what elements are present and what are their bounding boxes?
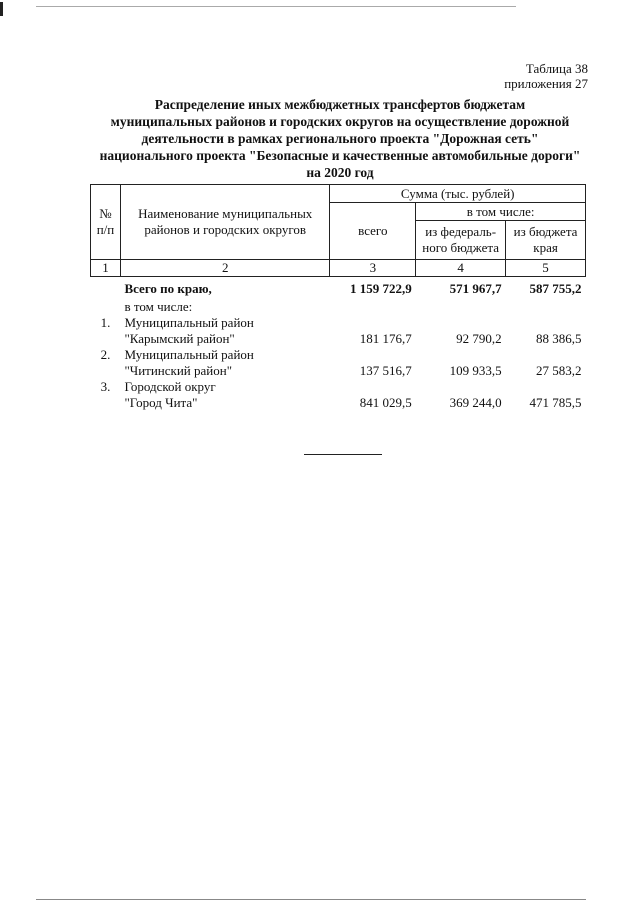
municipality-type: Городской округ (124, 378, 216, 394)
row-federal: 92 790,2 (456, 330, 502, 346)
total-label: Всего по краю, (124, 281, 212, 296)
total-federal: 571 967,7 (449, 281, 502, 296)
end-of-table-rule (304, 454, 382, 455)
column-number: 3 (330, 260, 416, 277)
title-line: на 2020 год (306, 165, 374, 180)
row-regional: 88 386,5 (536, 330, 582, 346)
column-number: 5 (506, 260, 586, 277)
title-line: деятельности в рамках регионального проекта "Дорожная сеть" (141, 131, 539, 146)
column-number: 2 (120, 260, 329, 277)
total-sum: 1 159 722,9 (349, 281, 412, 296)
row-regional: 471 785,5 (529, 394, 582, 410)
header-name: Наименование муниципальных районов и городских округов (120, 185, 329, 260)
row-total: 137 516,7 (359, 362, 412, 378)
row-federal: 109 933,5 (449, 362, 502, 378)
table-row (91, 347, 586, 363)
row-number: 2. (100, 346, 111, 362)
municipality-name: "Город Чита" (124, 394, 198, 410)
municipality-type: Муниципальный район (124, 346, 254, 362)
scan-edge-mark (0, 2, 3, 16)
scan-top-rule (36, 6, 516, 7)
header-including: в том числе: (416, 203, 586, 221)
row-federal: 369 244,0 (449, 394, 502, 410)
row-number: 1. (100, 314, 111, 330)
table-row (91, 379, 586, 395)
table-row (91, 363, 586, 379)
column-number: 1 (91, 260, 121, 277)
title-line: Распределение иных межбюджетных трансфертов бюджетам (154, 97, 526, 112)
municipality-type: Муниципальный район (124, 314, 254, 330)
table-number-label: Таблица 38 (525, 61, 588, 76)
column-number: 4 (416, 260, 506, 277)
scan-bottom-rule (36, 899, 586, 900)
municipality-name: "Карымский район" (124, 330, 235, 346)
including-label: в том числе: (124, 298, 193, 314)
municipality-name: "Читинский район" (124, 362, 233, 378)
header-regional: из бюджета края (506, 221, 586, 260)
total-regional: 587 755,2 (529, 281, 582, 296)
title-line: национального проекта "Безопасные и качественные автомобильные дороги" (99, 148, 581, 163)
header-total: всего (330, 203, 416, 260)
header-sum: Сумма (тыс. рублей) (330, 185, 586, 203)
row-total: 181 176,7 (359, 330, 412, 346)
table-row (91, 331, 586, 347)
row-number: 3. (100, 378, 111, 394)
table-row (91, 395, 586, 411)
document-title (80, 96, 600, 181)
appendix-label: приложения 27 (504, 76, 588, 91)
table-row (91, 315, 586, 331)
total-row (91, 277, 586, 299)
header-number: № п/п (91, 185, 121, 260)
including-row (91, 299, 586, 315)
row-total: 841 029,5 (359, 394, 412, 410)
column-number-row (91, 260, 586, 277)
row-regional: 27 583,2 (536, 362, 582, 378)
title-line: муниципальных районов и городских округов на осуществление дорожной (110, 114, 570, 129)
transfers-table (90, 184, 586, 411)
header-federal: из федераль-ного бюджета (416, 221, 506, 260)
